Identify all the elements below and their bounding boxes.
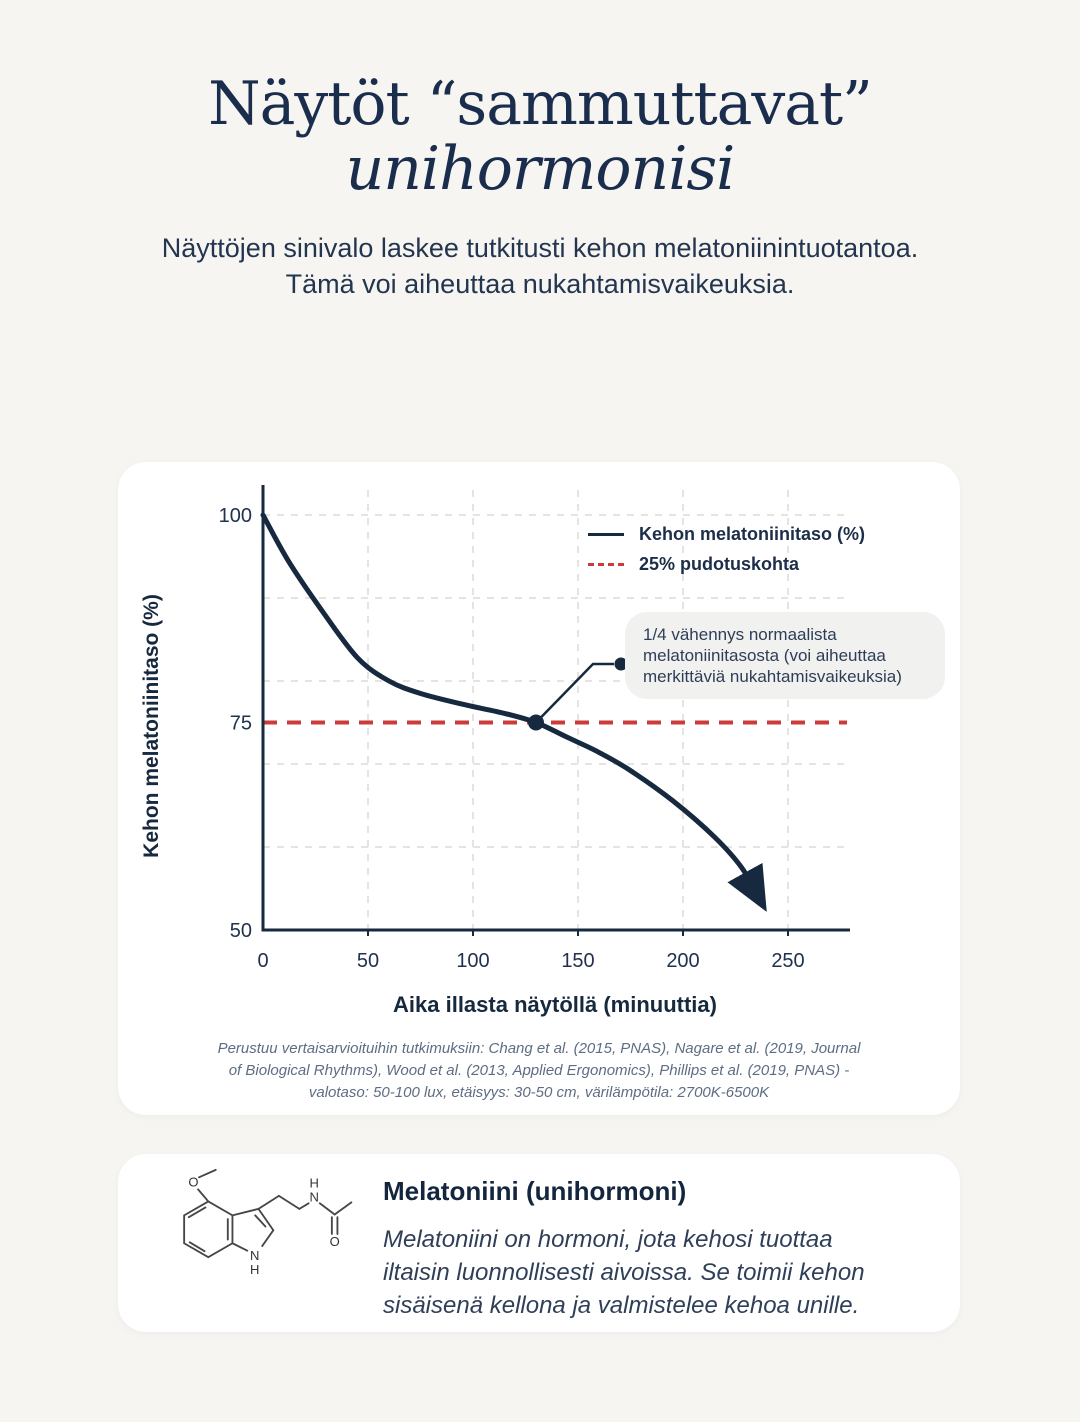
- indole-h-label: H: [250, 1261, 260, 1277]
- x-axis-title: Aika illasta näytöllä (minuuttia): [393, 992, 717, 1017]
- page-subtitle-line2: Tämä voi aiheuttaa nukahtamisvaikeuksia.: [285, 269, 795, 300]
- solid-line-swatch-icon: [588, 533, 624, 536]
- footnote-line2: of Biological Rhythms), Wood et al. (2013, Applied Ergonomics), Phillips et al. (2019, PNAS) -: [228, 1062, 850, 1079]
- melatonin-body: [383, 1223, 943, 1322]
- methoxy-o-label: O: [188, 1174, 199, 1190]
- melatonin-text-block: [383, 1176, 943, 1322]
- svg-text:100: 100: [456, 950, 490, 972]
- svg-text:250: 250: [771, 950, 805, 972]
- methoxy-group: [188, 1170, 215, 1202]
- legend-label: Kehon melatoniinitaso (%): [639, 524, 866, 544]
- amide-n-label: N: [309, 1189, 319, 1205]
- svg-text:50: 50: [356, 950, 380, 972]
- svg-text:200: 200: [666, 950, 700, 972]
- page-subtitle-line1: Näyttöjen sinivalo laskee tutkitusti kehon melatoniinintuotantoa.: [161, 232, 919, 263]
- annotation-line1: 1/4 vähennys normaalista: [643, 625, 837, 644]
- pyrrole-ring: [232, 1209, 273, 1277]
- y-axis-title: Kehon melatoniinitaso (%): [140, 594, 163, 858]
- indole-n-label: N: [250, 1247, 260, 1263]
- annotation-callout: [625, 612, 945, 699]
- annotation-line3: merkittäviä nukahtamisvaikeuksia): [643, 667, 902, 686]
- svg-text:150: 150: [561, 950, 595, 972]
- melatonin-heading: Melatoniini (unihormoni): [383, 1176, 687, 1206]
- annotation-data-point: [528, 715, 544, 731]
- carbonyl-o-label: O: [329, 1234, 340, 1250]
- annotation-line2: melatoniinitasosta (voi aiheuttaa: [643, 646, 886, 665]
- legend-row-threshold: [588, 554, 865, 575]
- melatonin-body-line1: Melatoniini on hormoni, jota kehosi tuottaa: [383, 1226, 833, 1253]
- amide-h-label: H: [309, 1175, 319, 1191]
- svg-text:0: 0: [257, 950, 269, 972]
- svg-text:50: 50: [229, 920, 252, 942]
- header: [0, 69, 1080, 302]
- melatonin-structure-icon: [158, 1168, 358, 1312]
- melatonin-body-line3: sisäisenä kellona ja valmistelee kehoa unille.: [383, 1292, 860, 1319]
- melatonin-body-line2: iltaisin luonnollisesti aivoissa. Se toimii kehon: [383, 1259, 865, 1286]
- page-title: [0, 69, 1080, 204]
- svg-text:100: 100: [218, 505, 252, 527]
- chart-card: [118, 462, 960, 1115]
- amide-side-chain: [258, 1176, 351, 1250]
- melatonin-card: [118, 1154, 960, 1332]
- y-tick-labels: [219, 505, 252, 942]
- x-tick-labels: [257, 950, 804, 972]
- chart-legend: [588, 524, 865, 575]
- legend-row-melatonin: [588, 524, 865, 545]
- page-title-line1: Näytöt “sammuttavat”: [208, 69, 872, 139]
- legend-label: 25% pudotuskohta: [639, 554, 800, 574]
- svg-text:75: 75: [229, 712, 252, 735]
- footnote-line1: Perustuu vertaisarvioituihin tutkimuksiin: Chang et al. (2015, PNAS), Nagare et al. (2019, Journal: [217, 1040, 861, 1057]
- page-subtitle: [0, 230, 1080, 303]
- sources-footnote: [118, 1038, 960, 1104]
- annotation-connector: [536, 664, 614, 723]
- benzene-ring: [184, 1201, 232, 1257]
- page-title-line2: unihormonisi: [345, 133, 735, 204]
- footnote-line3: valotaso: 50-100 lux, etäisyys: 30-50 cm, värilämpötila: 2700K-6500K: [308, 1084, 770, 1101]
- dashed-line-swatch-icon: [588, 563, 624, 566]
